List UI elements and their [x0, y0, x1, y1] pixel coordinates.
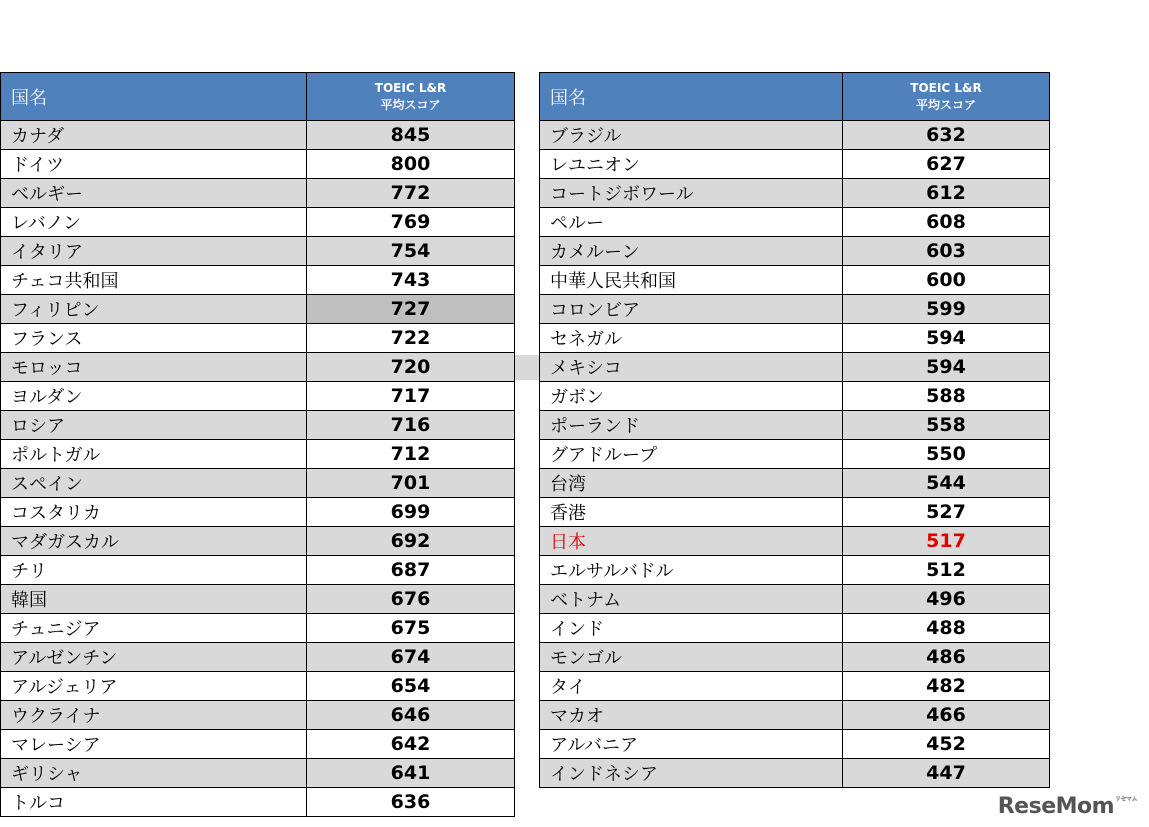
score-cell: 600	[843, 266, 1050, 295]
score-cell: 599	[843, 295, 1050, 324]
country-cell: コートジボワール	[540, 179, 843, 208]
score-cell: 727	[307, 295, 515, 324]
score-header-line2: 平均スコア	[380, 97, 441, 112]
score-cell: 636	[307, 788, 515, 817]
table-row	[1, 266, 515, 295]
score-cell: 588	[843, 382, 1050, 411]
table-row	[1, 672, 515, 701]
table-row	[1, 527, 515, 556]
table-row	[540, 324, 1050, 353]
score-cell: 452	[843, 730, 1050, 759]
table-row	[540, 585, 1050, 614]
country-cell: ドイツ	[1, 150, 307, 179]
score-cell: 496	[843, 585, 1050, 614]
table-row	[1, 353, 515, 382]
country-cell: レバノン	[1, 208, 307, 237]
country-cell: ベトナム	[540, 585, 843, 614]
resemom-logo: ReseMom$^{リセマム}$	[997, 794, 1137, 819]
table-row	[1, 121, 515, 150]
country-cell: フランス	[1, 324, 307, 353]
score-cell: 632	[843, 121, 1050, 150]
score-cell: 722	[307, 324, 515, 353]
score-cell: 676	[307, 585, 515, 614]
score-header-line2: 平均スコア	[915, 97, 976, 112]
table-row	[1, 498, 515, 527]
score-cell: 800	[307, 150, 515, 179]
table-row	[540, 614, 1050, 643]
country-cell: マカオ	[540, 701, 843, 730]
table-row	[1, 614, 515, 643]
score-cell: 654	[307, 672, 515, 701]
country-cell: ポルトガル	[1, 440, 307, 469]
table-row	[540, 353, 1050, 382]
table-row	[1, 585, 515, 614]
country-cell: マダガスカル	[1, 527, 307, 556]
score-cell: 675	[307, 614, 515, 643]
table-row	[540, 179, 1050, 208]
table-row	[540, 643, 1050, 672]
score-cell: 712	[307, 440, 515, 469]
country-cell: フィリピン	[1, 295, 307, 324]
gap-shading	[515, 355, 539, 380]
table-row	[1, 382, 515, 411]
table-row	[1, 759, 515, 788]
country-cell: イタリア	[1, 237, 307, 266]
score-cell: 612	[843, 179, 1050, 208]
score-cell: 699	[307, 498, 515, 527]
table-row	[1, 701, 515, 730]
table-row	[540, 382, 1050, 411]
table-row	[1, 556, 515, 585]
score-cell: 608	[843, 208, 1050, 237]
country-cell: アルジェリア	[1, 672, 307, 701]
table-row	[1, 150, 515, 179]
score-cell: 488	[843, 614, 1050, 643]
table-row	[540, 266, 1050, 295]
country-cell: ウクライナ	[1, 701, 307, 730]
country-cell: メキシコ	[540, 353, 843, 382]
country-cell: 中華人民共和国	[540, 266, 843, 295]
country-cell: セネガル	[540, 324, 843, 353]
table-row	[540, 208, 1050, 237]
table-row	[1, 208, 515, 237]
score-cell: 594	[843, 353, 1050, 382]
score-column-header	[307, 73, 515, 121]
score-cell: 772	[307, 179, 515, 208]
score-cell: 687	[307, 556, 515, 585]
header-row	[540, 73, 1050, 121]
score-cell: 674	[307, 643, 515, 672]
table-row	[540, 527, 1050, 556]
country-cell: 韓国	[1, 585, 307, 614]
country-cell: チェコ共和国	[1, 266, 307, 295]
score-cell: 642	[307, 730, 515, 759]
table-row	[540, 411, 1050, 440]
table-row	[1, 730, 515, 759]
score-header-line1: TOEIC L&R	[910, 80, 982, 95]
country-cell: コスタリカ	[1, 498, 307, 527]
country-cell: インドネシア	[540, 759, 843, 788]
country-cell: ペルー	[540, 208, 843, 237]
table-row	[540, 295, 1050, 324]
country-cell: ガボン	[540, 382, 843, 411]
table-row	[1, 237, 515, 266]
country-cell: エルサルバドル	[540, 556, 843, 585]
country-cell: ポーランド	[540, 411, 843, 440]
table-row	[540, 498, 1050, 527]
table-row	[540, 730, 1050, 759]
country-column-header: 国名	[1, 73, 307, 121]
score-cell: 486	[843, 643, 1050, 672]
score-column-header	[843, 73, 1050, 121]
country-cell: アルバニア	[540, 730, 843, 759]
country-cell: 香港	[540, 498, 843, 527]
score-cell: 517	[843, 527, 1050, 556]
country-cell: マレーシア	[1, 730, 307, 759]
score-cell: 627	[843, 150, 1050, 179]
country-cell: ヨルダン	[1, 382, 307, 411]
country-cell: チュニジア	[1, 614, 307, 643]
table-row	[540, 672, 1050, 701]
country-cell: カメルーン	[540, 237, 843, 266]
score-cell: 594	[843, 324, 1050, 353]
country-cell: 台湾	[540, 469, 843, 498]
table-row	[1, 643, 515, 672]
country-cell: アルゼンチン	[1, 643, 307, 672]
country-cell: モロッコ	[1, 353, 307, 382]
score-cell: 716	[307, 411, 515, 440]
country-cell: レユニオン	[540, 150, 843, 179]
header-row	[1, 73, 515, 121]
table-row	[540, 759, 1050, 788]
score-table-left	[0, 72, 515, 817]
score-cell: 447	[843, 759, 1050, 788]
table-row	[540, 701, 1050, 730]
score-cell: 845	[307, 121, 515, 150]
country-cell: トルコ	[1, 788, 307, 817]
country-column-header: 国名	[540, 73, 843, 121]
score-cell: 646	[307, 701, 515, 730]
country-cell: グアドループ	[540, 440, 843, 469]
score-cell: 466	[843, 701, 1050, 730]
score-cell: 641	[307, 759, 515, 788]
score-cell: 743	[307, 266, 515, 295]
country-cell: ロシア	[1, 411, 307, 440]
score-cell: 544	[843, 469, 1050, 498]
country-cell: チリ	[1, 556, 307, 585]
score-cell: 527	[843, 498, 1050, 527]
score-cell: 769	[307, 208, 515, 237]
table-row	[1, 411, 515, 440]
score-cell: 720	[307, 353, 515, 382]
table-row	[540, 237, 1050, 266]
table-row	[540, 121, 1050, 150]
country-cell: カナダ	[1, 121, 307, 150]
country-cell: ギリシャ	[1, 759, 307, 788]
score-header-line1: TOEIC L&R	[374, 80, 447, 95]
score-cell: 482	[843, 672, 1050, 701]
score-table-right	[539, 72, 1050, 788]
country-cell: タイ	[540, 672, 843, 701]
score-cell: 692	[307, 527, 515, 556]
table-row	[540, 150, 1050, 179]
score-cell: 717	[307, 382, 515, 411]
table-row	[1, 324, 515, 353]
country-cell: モンゴル	[540, 643, 843, 672]
country-cell: 日本	[540, 527, 843, 556]
table-row	[1, 179, 515, 208]
country-cell: スペイン	[1, 469, 307, 498]
table-row	[1, 788, 515, 817]
score-cell: 701	[307, 469, 515, 498]
table-row	[540, 469, 1050, 498]
country-cell: ベルギー	[1, 179, 307, 208]
country-cell: インド	[540, 614, 843, 643]
score-cell: 603	[843, 237, 1050, 266]
table-row	[540, 556, 1050, 585]
country-cell: コロンビア	[540, 295, 843, 324]
score-cell: 558	[843, 411, 1050, 440]
table-row	[540, 440, 1050, 469]
table-row	[1, 440, 515, 469]
score-cell: 550	[843, 440, 1050, 469]
table-row	[1, 295, 515, 324]
score-cell: 512	[843, 556, 1050, 585]
country-cell: ブラジル	[540, 121, 843, 150]
score-cell: 754	[307, 237, 515, 266]
table-row	[1, 469, 515, 498]
